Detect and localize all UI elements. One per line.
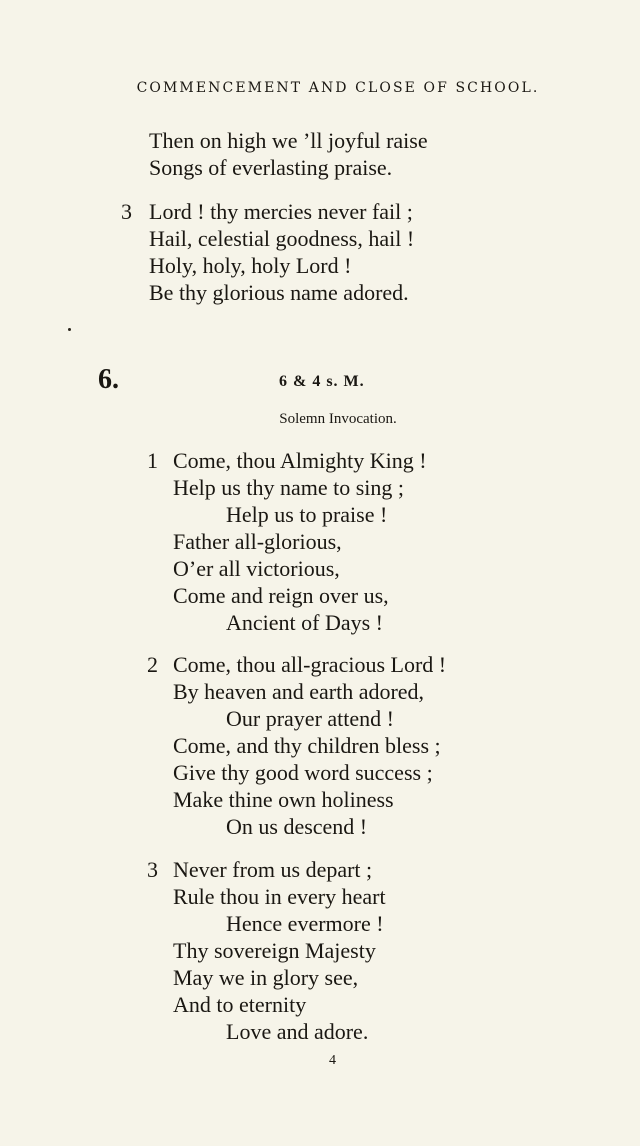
verse-line: Thy sovereign Majesty	[173, 938, 376, 963]
verse-line: And to eternity	[173, 992, 307, 1017]
stanza-number: 3	[147, 857, 158, 882]
verse-line: Make thine own holiness	[173, 787, 394, 812]
verse-line: May we in glory see,	[173, 965, 359, 990]
verse-line: Come, thou Almighty King !	[173, 448, 427, 473]
verse-line: Come and reign over us,	[173, 583, 389, 608]
verse-line: Father all-glorious,	[173, 529, 342, 554]
hymn-meter: 6 & 4 s. M.	[279, 373, 365, 390]
verse-line: On us descend !	[226, 814, 368, 839]
verse-line: Help us thy name to sing ;	[173, 475, 404, 500]
running-head: COMMENCEMENT AND CLOSE OF SCHOOL.	[136, 80, 540, 96]
hymn-title: Solemn Invocation.	[279, 411, 397, 427]
verse-line: Give thy good word success ;	[173, 760, 433, 785]
verse-line: O’er all victorious,	[173, 556, 340, 581]
verse-line: Come, and thy children bless ;	[173, 733, 441, 758]
verse-line: Be thy glorious name adored.	[149, 280, 409, 305]
page-number: 4	[329, 1053, 336, 1068]
verse-line: Songs of everlasting praise.	[149, 155, 393, 180]
stanza-number: 3	[121, 199, 132, 224]
verse-line: Come, thou all-gracious Lord !	[173, 652, 447, 677]
verse-line: Hence evermore !	[226, 911, 384, 936]
stanza-number: 2	[147, 652, 158, 677]
verse-line: Lord ! thy mercies never fail ;	[149, 199, 413, 224]
verse-line: Rule thou in every heart	[173, 884, 386, 909]
verse-line: Ancient of Days !	[226, 610, 384, 635]
verse-line: Help us to praise !	[226, 502, 388, 527]
verse-line: Our prayer attend !	[226, 706, 394, 731]
verse-line: Then on high we ’ll joyful raise	[149, 128, 428, 153]
ink-speck	[68, 328, 71, 331]
verse-line: Never from us depart ;	[173, 857, 373, 882]
hymn-number: 6.	[98, 364, 119, 395]
verse-line: Love and adore.	[226, 1019, 369, 1044]
verse-line: By heaven and earth adored,	[173, 679, 425, 704]
stanza-number: 1	[147, 448, 158, 473]
verse-line: Holy, holy, holy Lord !	[149, 253, 352, 278]
verse-line: Hail, celestial goodness, hail !	[149, 226, 415, 251]
